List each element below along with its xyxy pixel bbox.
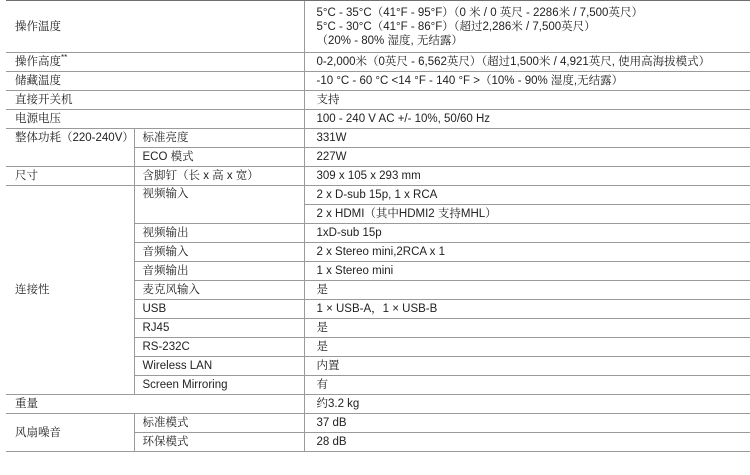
spec-value: 2 x D-sub 15p, 1 x RCA (304, 186, 750, 205)
spec-value: 28 dB (304, 433, 750, 452)
spec-label (6, 53, 304, 72)
spec-label: 储藏温度 (6, 72, 304, 91)
spec-sublabel: 视频输入 (134, 186, 304, 224)
spec-row-storage-temp (6, 72, 750, 91)
spec-label: 重量 (6, 395, 304, 414)
spec-sublabel: Wireless LAN (134, 357, 304, 376)
spec-label: 风扇噪音 (6, 414, 134, 452)
spec-value: 是 (304, 338, 750, 357)
spec-sublabel: 视频输出 (134, 224, 304, 243)
spec-label: 尺寸 (6, 167, 134, 186)
spec-sublabel: 音频输入 (134, 243, 304, 262)
spec-value: -10 °C - 60 °C <14 °F - 140 °F >（10% - 90% 湿度,无结露） (304, 72, 750, 91)
spec-label: 电源电压 (6, 110, 304, 129)
spec-sublabel: USB (134, 300, 304, 319)
spec-value: 0-2,000米（0英尺 - 6,562英尺）（超过1,500米 / 4,921英尺, 使用高海拔模式） (304, 53, 750, 72)
spec-value: 是 (304, 281, 750, 300)
spec-label: 连接性 (6, 186, 134, 395)
spec-row-fan-noise (6, 414, 750, 433)
spec-label-text: 操作高度 (15, 56, 61, 68)
spec-sublabel: RS-232C (134, 338, 304, 357)
spec-sublabel: Screen Mirroring (134, 376, 304, 395)
spec-value: 100 - 240 V AC +/- 10%, 50/60 Hz (304, 110, 750, 129)
spec-value: 37 dB (304, 414, 750, 433)
spec-value: 1xD-sub 15p (304, 224, 750, 243)
spec-value-line: 5°C - 30°C（41°F - 86°F）（超过2,286米 / 7,500英尺） (316, 20, 596, 33)
spec-row-operating-temp (6, 1, 750, 53)
spec-sublabel: RJ45 (134, 319, 304, 338)
spec-value: 1 × USB-A，1 × USB-B (304, 300, 750, 319)
spec-value-line: 5°C - 35°C（41°F - 95°F）（0 米 / 0 英尺 - 2286米 / 7,500英尺） (316, 6, 643, 19)
spec-value: 支持 (304, 91, 750, 110)
spec-row-voltage (6, 110, 750, 129)
spec-sublabel: 标准亮度 (134, 129, 304, 148)
spec-value: 是 (304, 319, 750, 338)
spec-value-line: （20% - 80% 湿度, 无结露） (316, 34, 463, 47)
footnote-mark: ** (61, 53, 68, 63)
spec-row-direct-power (6, 91, 750, 110)
spec-label: 操作温度 (6, 1, 304, 53)
spec-table (6, 0, 750, 452)
spec-sublabel: 标准模式 (134, 414, 304, 433)
spec-value: 内置 (304, 357, 750, 376)
spec-sublabel: ECO 模式 (134, 148, 304, 167)
spec-value: 2 x Stereo mini,2RCA x 1 (304, 243, 750, 262)
spec-sublabel: 含脚钉（长 x 高 x 宽） (134, 167, 304, 186)
spec-label: 直接开关机 (6, 91, 304, 110)
spec-value: 约3.2 kg (304, 395, 750, 414)
spec-value: 331W (304, 129, 750, 148)
spec-row-weight (6, 395, 750, 414)
spec-value: 227W (304, 148, 750, 167)
spec-row-size (6, 167, 750, 186)
spec-value: 1 x Stereo mini (304, 262, 750, 281)
spec-value: 2 x HDMI（其中HDMI2 支持MHL） (304, 205, 750, 224)
spec-value (304, 1, 750, 53)
spec-sublabel: 麦克风输入 (134, 281, 304, 300)
spec-sublabel: 音频输出 (134, 262, 304, 281)
spec-value: 有 (304, 376, 750, 395)
spec-row-connectivity (6, 186, 750, 205)
spec-sublabel: 环保模式 (134, 433, 304, 452)
spec-row-power-consumption (6, 129, 750, 148)
spec-value: 309 x 105 x 293 mm (304, 167, 750, 186)
spec-row-operating-altitude (6, 53, 750, 72)
spec-label: 整体功耗（220-240V） (6, 129, 134, 167)
